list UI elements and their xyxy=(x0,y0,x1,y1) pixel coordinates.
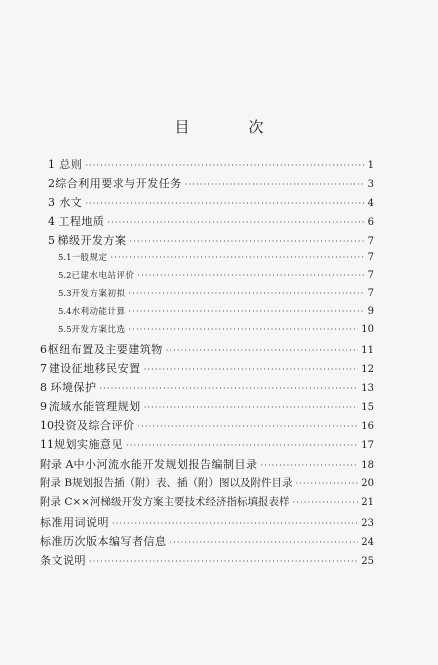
toc-entry-page: 13 xyxy=(361,383,374,394)
toc-title: 目 次 xyxy=(174,118,286,136)
toc-entry-label: ××河梯级开发方案主要技术经济指标填报表样 xyxy=(72,496,290,508)
toc-entry-label: 总则 xyxy=(59,158,83,171)
toc-leader-dots xyxy=(260,461,358,470)
toc-entry-appendix-c[interactable] xyxy=(40,494,374,509)
toc-entry-page: 23 xyxy=(361,518,374,529)
toc-entry-5[interactable] xyxy=(48,232,374,247)
toc-entry-label: 标准历次版本编写者信息 xyxy=(40,535,167,548)
toc-leader-dots xyxy=(99,384,358,393)
toc-entry-page: 24 xyxy=(361,537,374,548)
toc-entry-4[interactable] xyxy=(48,213,374,228)
toc-leader-dots xyxy=(129,289,365,298)
toc-entry-label: 已建水电站评价 xyxy=(71,271,135,281)
toc-entry-5-5[interactable] xyxy=(58,323,374,338)
toc-entry-number: 5.1 xyxy=(58,253,72,263)
toc-entry-appendix-b[interactable] xyxy=(40,475,374,490)
toc-entry-3[interactable] xyxy=(48,194,374,209)
toc-entry-number: 5.5 xyxy=(58,325,72,335)
toc-entry-label: 一般规定 xyxy=(71,253,108,263)
toc-entry-page: 16 xyxy=(361,421,374,432)
toc-entry-label: 规划报告插（附）表、插（附）图以及附件目录 xyxy=(72,477,293,489)
toc-entry-label: 工程地质 xyxy=(58,215,105,228)
toc-entry-label: 投资及综合评价 xyxy=(54,419,135,432)
toc-entry-page: 15 xyxy=(361,402,374,413)
toc-entry-page: 7 xyxy=(367,288,374,299)
toc-entry-11[interactable] xyxy=(40,436,374,451)
toc-entry-5-4[interactable] xyxy=(58,305,374,320)
toc-entry-page: 17 xyxy=(361,440,374,451)
toc-entry-number: 6 xyxy=(40,343,47,356)
toc-entry-5-2[interactable] xyxy=(58,269,374,284)
toc-entry-number: 5.3 xyxy=(58,289,72,299)
toc-entry-label: 建设征地移民安置 xyxy=(48,362,141,375)
toc-entry-number: 附录 C xyxy=(40,496,73,508)
toc-entry-label: 枢纽布置及主要建筑物 xyxy=(47,343,163,356)
toc-entry-appendix-a[interactable] xyxy=(40,456,374,471)
toc-leader-dots xyxy=(166,346,358,355)
toc-entry-label: 梯级开发方案 xyxy=(57,234,127,247)
toc-entry-label: 流域水能管理规划 xyxy=(48,400,141,413)
toc-entry-number: 5.2 xyxy=(58,271,72,281)
toc-entry-number: 10 xyxy=(40,419,54,432)
toc-entry-label: 中小河流水能开发规划报告编制目录 xyxy=(73,458,258,471)
toc-leader-dots xyxy=(85,199,364,208)
toc-entry-page: 11 xyxy=(361,345,374,356)
toc-leader-dots xyxy=(111,253,365,262)
toc-leader-dots xyxy=(130,237,365,246)
toc-entry-page: 9 xyxy=(367,306,374,317)
toc-leader-dots xyxy=(129,325,359,334)
toc-entry-page: 10 xyxy=(361,324,374,335)
toc-entry-2[interactable] xyxy=(48,175,374,190)
toc-entry-label: 规划实施意见 xyxy=(54,438,123,451)
toc-leader-dots xyxy=(89,557,358,566)
toc-leader-dots xyxy=(126,441,358,450)
toc-entry-number: 5.4 xyxy=(58,307,72,317)
toc-leader-dots xyxy=(292,498,358,507)
toc-entry-6[interactable] xyxy=(40,341,374,356)
toc-leader-dots xyxy=(170,538,359,547)
toc-leader-dots xyxy=(185,180,365,189)
toc-entry-number: 5 xyxy=(48,234,55,247)
toc-entry-number: 9 xyxy=(40,400,47,413)
toc-entry-number: 2 xyxy=(48,177,55,190)
toc-entry-1[interactable] xyxy=(48,156,374,171)
toc-entry-10[interactable] xyxy=(40,417,374,432)
toc-leader-dots xyxy=(107,218,364,227)
toc-entry-8[interactable] xyxy=(40,379,374,394)
toc-entry-page: 18 xyxy=(361,460,374,471)
toc-entry-label: 环境保护 xyxy=(50,381,97,394)
toc-entry-terms[interactable] xyxy=(40,514,374,529)
toc-entry-page: 6 xyxy=(367,217,374,228)
toc-leader-dots xyxy=(129,307,365,316)
toc-leader-dots xyxy=(138,271,365,280)
toc-entry-label: 标准用词说明 xyxy=(40,516,109,529)
toc-entry-label: 水文 xyxy=(59,196,83,209)
toc-entry-number: 4 xyxy=(48,215,55,228)
toc-entry-explanation[interactable] xyxy=(40,552,374,567)
toc-entry-5-1[interactable] xyxy=(58,251,374,266)
toc-entry-page: 1 xyxy=(367,160,374,171)
toc-entry-label: 条文说明 xyxy=(40,554,86,567)
toc-entry-history[interactable] xyxy=(40,533,374,548)
toc-leader-dots xyxy=(144,403,359,412)
toc-entry-page: 3 xyxy=(367,179,374,190)
toc-entry-5-3[interactable] xyxy=(58,287,374,302)
toc-entry-page: 12 xyxy=(361,364,374,375)
toc-entry-page: 20 xyxy=(361,478,374,489)
toc-entry-number: 附录 A xyxy=(40,458,74,471)
toc-entry-number: 7 xyxy=(40,362,47,375)
toc-entry-label: 综合利用要求与开发任务 xyxy=(55,177,182,190)
toc-leader-dots xyxy=(85,161,364,170)
toc-leader-dots xyxy=(138,422,359,431)
toc-leader-dots xyxy=(112,519,358,528)
toc-entry-number: 3 xyxy=(48,196,55,209)
toc-entry-page: 25 xyxy=(361,556,374,567)
toc-entry-7[interactable] xyxy=(40,360,374,375)
toc-entry-page: 7 xyxy=(367,236,374,247)
toc-entry-label: 水利动能计算 xyxy=(71,307,126,317)
toc-leader-dots xyxy=(296,479,359,488)
toc-entry-page: 7 xyxy=(367,252,374,263)
toc-entry-page: 7 xyxy=(367,270,374,281)
toc-entry-label: 开发方案初拟 xyxy=(71,289,126,299)
toc-entry-number: 附录 B xyxy=(40,477,73,489)
toc-leader-dots xyxy=(144,365,359,374)
toc-entry-9[interactable] xyxy=(40,398,374,413)
toc-entry-number: 11 xyxy=(40,438,54,451)
toc-entry-number: 8 xyxy=(40,381,47,394)
toc-entry-label: 开发方案比选 xyxy=(71,325,126,335)
toc-entry-number: 1 xyxy=(48,158,55,171)
toc-entry-page: 4 xyxy=(367,198,374,209)
toc-entry-page: 21 xyxy=(361,497,374,508)
